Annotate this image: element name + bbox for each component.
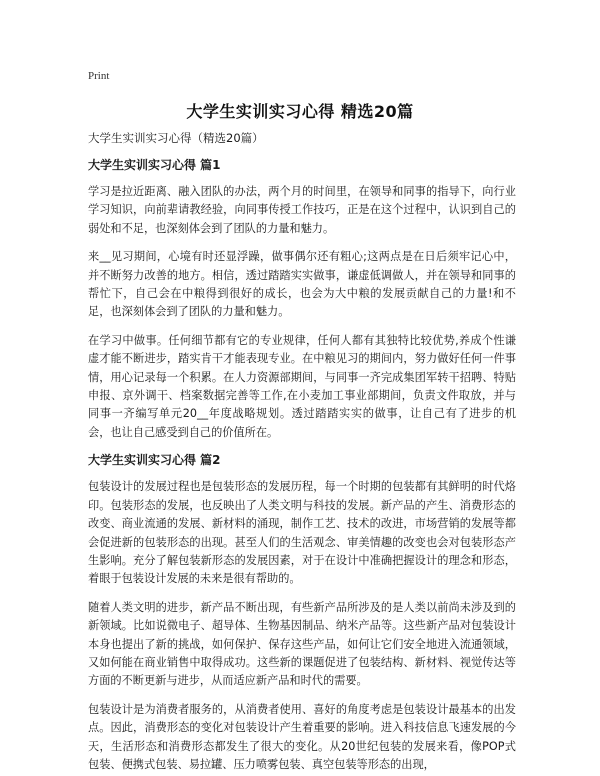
paragraph: 来__见习期间，心境有时还显浮躁，做事偶尔还有粗心;这两点是在日后须牢记心中，并不断努力改善的地方。相信，透过踏踏实实做事，谦虚低调做人，并在领导和同事的帮忙下，自己会在中粮得到很好的成长，也会为大中粮的发展贡献自己的力量!和不足，也深刻体会到了团队的力量和魅力。 <box>88 250 516 319</box>
paragraph: 学习是拉近距离、融入团队的办法，两个月的时间里，在领导和同事的指导下，向行业学习知识，向前辈请教经验，向同事传授工作技巧，正是在这个过程中，认识到自己的弱处和不足，也深刻体会到了团队的力量和魅力。 <box>88 185 516 235</box>
section-heading-2: 大学生实训实习心得 篇2 <box>88 453 221 468</box>
document-title: 大学生实训实习心得 精选20篇 <box>186 102 414 121</box>
document-subtitle: 大学生实训实习心得（精选20篇） <box>88 131 264 145</box>
print-label: Print <box>88 70 110 82</box>
paragraph: 包装设计的发展过程也是包装形态的发展历程，每一个时期的包装都有其鲜明的时代烙印。包装形态的发展，也反映出了人类文明与科技的发展。新产品的产生、消费形态的改变、商业流通的发展、新材料的涌现，制作工艺、技术的改进，市场营销的发展等都会促进新的包装形态的出现。甚至人们的生活观念、审美情趣的改变也会对包装形态产生影响。充分了解包装新形态的发展因素，对于在设计中准确把握设计的理念和形态，着眼于包装设计发展的未来是很有帮助的。 <box>88 480 516 586</box>
paragraph: 随着人类文明的进步，新产品不断出现，有些新产品所涉及的是人类以前尚未涉及到的新领域。比如说微电子、超导体、生物基因制品、纳米产品等。这些新产品对包装设计本身也提出了新的挑战，如何保护、保存这些产品，如何让它们安全地进入流通领域，又如何能在商业销售中取得成功。这些新的课题促进了包装结构、新材料、视觉传达等方面的不断更新与进步，从而适应新产品和时代的需要。 <box>88 600 516 688</box>
section-heading-1: 大学生实训实习心得 篇1 <box>88 158 221 172</box>
paragraph: 包装设计是为消费者服务的，从消费者使用、喜好的角度考虑是包装设计最基本的出发点。因此，消费形态的变化对包装设计产生着重要的影响。进入科技信息飞速发展的今天，生活形态和消费形态都发生了很大的变化。从20世纪包装的发展来看，像POP式包装、便携式包装、易拉罐、压力喷雾包装、真空包装等形态的出现， <box>88 702 516 771</box>
document-body <box>88 130 516 776</box>
paragraph: 在学习中做事。任何细节都有它的专业规律，任何人都有其独特比较优势,养成个性谦虚才能不断进步，踏实肯干才能表现专业。在中粮见习的期间内，努力做好任何一件事情，用心记录每一个积累。在人力资源部期间，与同事一齐完成集团军转干招聘、特贴申报、京外调干、档案数据完善等工作,在小麦加工事业部期间，负责文件取放，并与同事一齐编写单元20__年度战略规划。透过踏踏实实的做事，让自己有了进步的机会，也让自己感受到自己的价值所在。 <box>88 333 516 439</box>
